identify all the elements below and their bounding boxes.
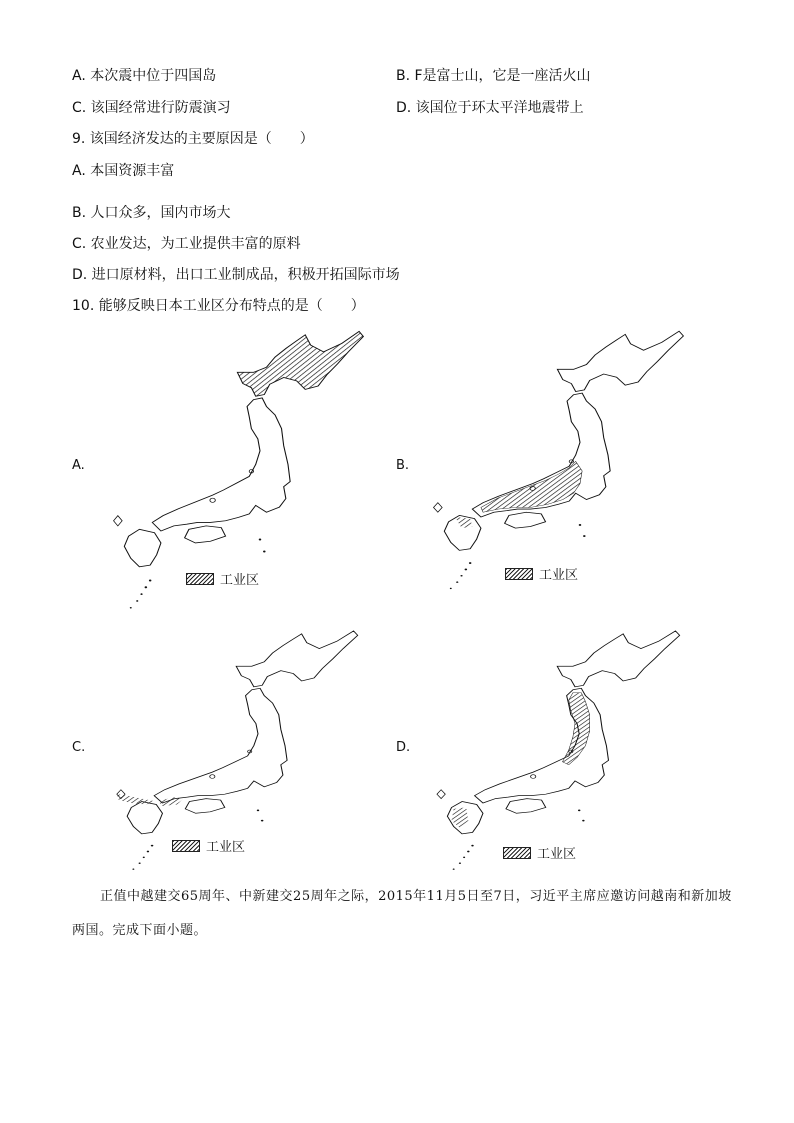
industrial-area-west-2: [158, 797, 183, 806]
industrial-area-west: [117, 794, 156, 804]
q8-option-c: C. 该国经常进行防震演习: [72, 100, 231, 116]
industrial-area-kyushu: [455, 517, 472, 528]
map-c-letter: C.: [72, 740, 86, 755]
industrial-area-pacific-belt: [481, 461, 582, 512]
legend-label: 工业区: [539, 568, 579, 583]
reading-passage: 正值中越建交65周年、中新建交25周年之际，2015年11月5日至7日，习近平主席应邀访问越南和新加坡两国。完成下面小题。: [72, 889, 732, 938]
q8-option-d: D. 该国位于环太平洋地震带上: [396, 100, 584, 116]
map-c-legend: [172, 836, 245, 855]
map-d-legend: [503, 843, 576, 862]
map-option-b: [412, 328, 692, 598]
map-d-letter: D.: [396, 740, 411, 755]
legend-label: 工业区: [220, 573, 260, 588]
industrial-area-northeast: [562, 693, 589, 765]
industrial-area-kyushu: [452, 807, 469, 828]
q9-option-b: B. 人口众多，国内市场大: [72, 205, 231, 221]
q9-stem: 9. 该国经济发达的主要原因是（ ）: [72, 131, 314, 147]
map-a-legend: [186, 569, 259, 588]
legend-swatch: [172, 840, 200, 852]
map-option-d: [416, 628, 688, 878]
map-b-legend: [505, 564, 578, 583]
legend-label: 工业区: [537, 847, 577, 862]
legend-swatch: [505, 568, 533, 580]
legend-swatch: [503, 847, 531, 859]
japan-map-d: [416, 628, 688, 878]
q10-stem: 10. 能够反映日本工业区分布特点的是（ ）: [72, 298, 365, 314]
q8-option-b: B. F是富士山，它是一座活火山: [396, 68, 591, 84]
legend-label: 工业区: [206, 840, 246, 855]
q9-option-a: A. 本国资源丰富: [72, 163, 175, 179]
japan-map-b: [412, 328, 692, 598]
map-b-letter: B.: [396, 458, 410, 473]
legend-swatch: [186, 573, 214, 585]
q9-option-d: D. 进口原材料，出口工业制成品，积极开拓国际市场: [72, 267, 400, 283]
q8-option-a: A. 本次震中位于四国岛: [72, 68, 217, 84]
q9-option-c: C. 农业发达，为工业提供丰富的原料: [72, 236, 301, 252]
map-a-letter: A.: [72, 458, 85, 473]
